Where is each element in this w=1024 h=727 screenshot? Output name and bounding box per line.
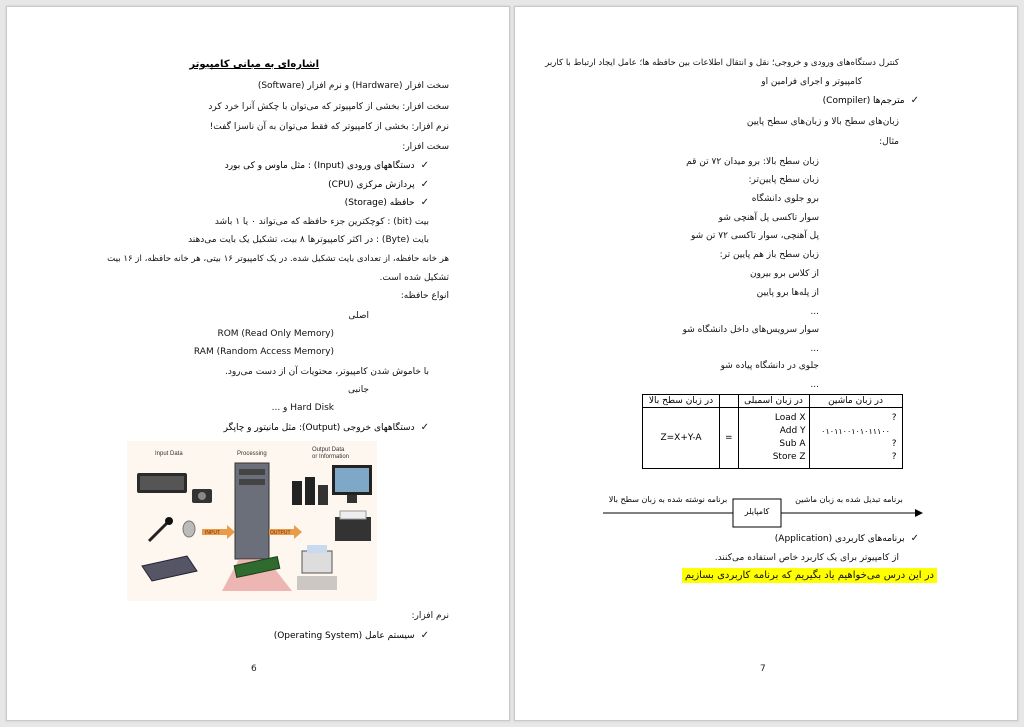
text-line: با خاموش شدن کامپیوتر، محتویات آن از دست می‌رود. bbox=[224, 367, 429, 377]
checkmark-icon: ✓ bbox=[420, 160, 429, 171]
language-comparison-table bbox=[642, 394, 903, 469]
machine-line: ? bbox=[891, 413, 897, 423]
text-line: Hard Disk و ... bbox=[271, 403, 334, 413]
assembly-cell bbox=[738, 408, 809, 469]
output-text: برنامه تبدیل شده به زبان ماشین bbox=[795, 495, 903, 504]
text-line: کنترل دستگاه‌های ورودی و خروجی؛ نقل و انتقال اطلاعات بین حافظه ها؛ عامل ایجاد ارتباط با کاربر bbox=[545, 58, 899, 68]
assembly-line: Load X bbox=[774, 413, 806, 423]
assembly-line: Sub A bbox=[779, 439, 806, 449]
text-line: انواع حافظه: bbox=[400, 291, 449, 301]
camera-icon bbox=[192, 489, 212, 503]
keyboard-icon bbox=[137, 473, 187, 493]
text-line: جانبی bbox=[347, 385, 369, 395]
text-line: سوار سرویس‌های داخل دانشگاه شو bbox=[682, 325, 819, 335]
text-line: ... bbox=[810, 380, 819, 390]
document-page-7 bbox=[514, 6, 1018, 721]
high-level-code-cell: Z=X+Y-A bbox=[643, 408, 720, 469]
computer-tower-icon bbox=[235, 463, 269, 559]
bullet-item: ✓دستگاههای خروجی (Output): مثل مانیتور و چاپگر bbox=[223, 422, 429, 433]
text-line: جلوی در دانشگاه پیاده شو bbox=[720, 361, 819, 371]
text-line: اصلی bbox=[348, 311, 369, 321]
bullet-item: ✓برنامه‌های کاربردی (Application) bbox=[774, 533, 919, 544]
assembly-line: Store Z bbox=[772, 452, 806, 462]
page-title: اشاره‌ای به مبانی کامپیوتر bbox=[189, 59, 319, 70]
text-line: زبان سطح پایین‌تر: bbox=[748, 175, 819, 185]
bullet-item: ✓سیستم عامل (Operating System) bbox=[273, 630, 429, 641]
svg-text:OUTPUT: OUTPUT bbox=[270, 530, 291, 536]
text-line: ... bbox=[810, 344, 819, 354]
text-line: نرم افزار: بخشی از کامپیوتر که فقط می‌توان به آن ناسزا گفت! bbox=[209, 122, 449, 132]
page-number: 6 bbox=[251, 664, 257, 674]
text-line: کامپیوتر و اجرای فرامین او bbox=[761, 77, 862, 87]
text-line: از کلاس برو بیرون bbox=[749, 269, 819, 279]
equals-cell: = bbox=[720, 408, 739, 469]
checkmark-icon: ✓ bbox=[420, 179, 429, 190]
text-line: برو جلوی دانشگاه bbox=[751, 194, 819, 204]
text-line: پل آهنچی، سوار تاکسی ۷۲ تن شو bbox=[691, 231, 819, 241]
diagram-output-label-2: or Information bbox=[312, 454, 350, 460]
printer-icon bbox=[335, 511, 371, 541]
checkmark-icon: ✓ bbox=[910, 95, 919, 106]
text-line: نرم افزار: bbox=[411, 611, 449, 621]
text-line: از پله‌ها برو پایین bbox=[756, 288, 819, 298]
highlighted-text: در این درس می‌خواهیم یاد بگیریم که برنامه کاربردی بسازیم bbox=[682, 570, 937, 581]
machine-line: ? bbox=[891, 439, 897, 449]
text-line: سوار تاکسی پل آهنچی شو bbox=[718, 213, 819, 223]
table-header: در زبان ماشین bbox=[809, 395, 902, 408]
text-line: سخت افزار: bbox=[402, 142, 449, 152]
bullet-item: ✓دستگاههای ورودی (Input) : مثل ماوس و کی بورد bbox=[224, 160, 429, 171]
machine-line: ? bbox=[891, 452, 897, 462]
text-line: زبان سطح باز هم پایین تر: bbox=[719, 250, 819, 260]
mouse-icon bbox=[183, 521, 195, 537]
table-header: در زبان سطح بالا bbox=[643, 395, 720, 408]
text-line: سخت افزار: بخشی از کامپیوتر که می‌توان با چکش آنرا خرد کرد bbox=[208, 102, 449, 112]
compiler-diagram bbox=[603, 491, 923, 535]
table-header: در زبان اسمبلی bbox=[738, 395, 809, 408]
text-line: تشکیل شده است. bbox=[379, 273, 449, 283]
text-line: زبان‌های سطح بالا و زبان‌های سطح پایین bbox=[746, 117, 899, 127]
checkmark-icon: ✓ bbox=[420, 630, 429, 641]
bullet-item: ✓پردازش مرکزی (CPU) bbox=[328, 179, 429, 190]
text-line: سخت افزار (Hardware) و نرم افزار (Software) bbox=[257, 81, 449, 91]
checkmark-icon: ✓ bbox=[420, 197, 429, 208]
bullet-item: ✓مترجم‌ها (Compiler) bbox=[822, 95, 919, 106]
computer-ipo-diagram bbox=[127, 441, 377, 601]
table-header bbox=[720, 395, 739, 408]
checkmark-icon: ✓ bbox=[420, 422, 429, 433]
svg-text:INPUT: INPUT bbox=[205, 530, 220, 536]
text-line: مثال: bbox=[879, 137, 899, 147]
text-line: ... bbox=[810, 307, 819, 317]
text-line: هر خانه حافظه، از تعدادی بایت تشکیل شده. در یک کامپیوتر ۱۶ بیتی، هر خانه حافظه، از ۱۶ بیت bbox=[107, 254, 449, 264]
bullet-item: ✓حافظه (Storage) bbox=[344, 197, 429, 208]
text-line: از کامپیوتر برای یک کاربرد خاص استفاده می‌کنند. bbox=[714, 553, 899, 563]
table-header-row bbox=[643, 395, 903, 408]
page-number: 7 bbox=[760, 664, 766, 674]
text-line: RAM (Random Access Memory) bbox=[193, 347, 334, 357]
machine-line: ۰۱۰۱۱۰۰۱۰۱۰۱۱۱۰۰ bbox=[821, 427, 890, 436]
text-line: بایت (Byte) : در اکثر کامپیوترها ۸ بیت، تشکیل یک بایت می‌دهند bbox=[188, 235, 429, 245]
diagram-processing-label: Processing bbox=[237, 451, 267, 457]
diagram-input-label: Input Data bbox=[155, 451, 183, 457]
text-line: ROM (Read Only Memory) bbox=[217, 329, 334, 339]
arrow-head-icon bbox=[915, 509, 923, 517]
document-page-6 bbox=[6, 6, 510, 721]
diagram-output-label: Output Data bbox=[312, 447, 345, 453]
text-line: زبان سطح بالا: برو میدان ۷۲ تن قم bbox=[686, 157, 819, 167]
table-row bbox=[643, 408, 903, 469]
text-line: بیت (bit) : کوچکترین جزء حافظه که می‌تواند ۰ یا ۱ باشد bbox=[214, 217, 429, 227]
source-text: برنامه نوشته شده به زبان سطح بالا bbox=[608, 495, 728, 504]
compiler-label: کامپایلر bbox=[744, 507, 770, 516]
checkmark-icon: ✓ bbox=[910, 533, 919, 544]
machine-code-cell bbox=[809, 408, 902, 469]
assembly-line: Add Y bbox=[779, 426, 806, 436]
